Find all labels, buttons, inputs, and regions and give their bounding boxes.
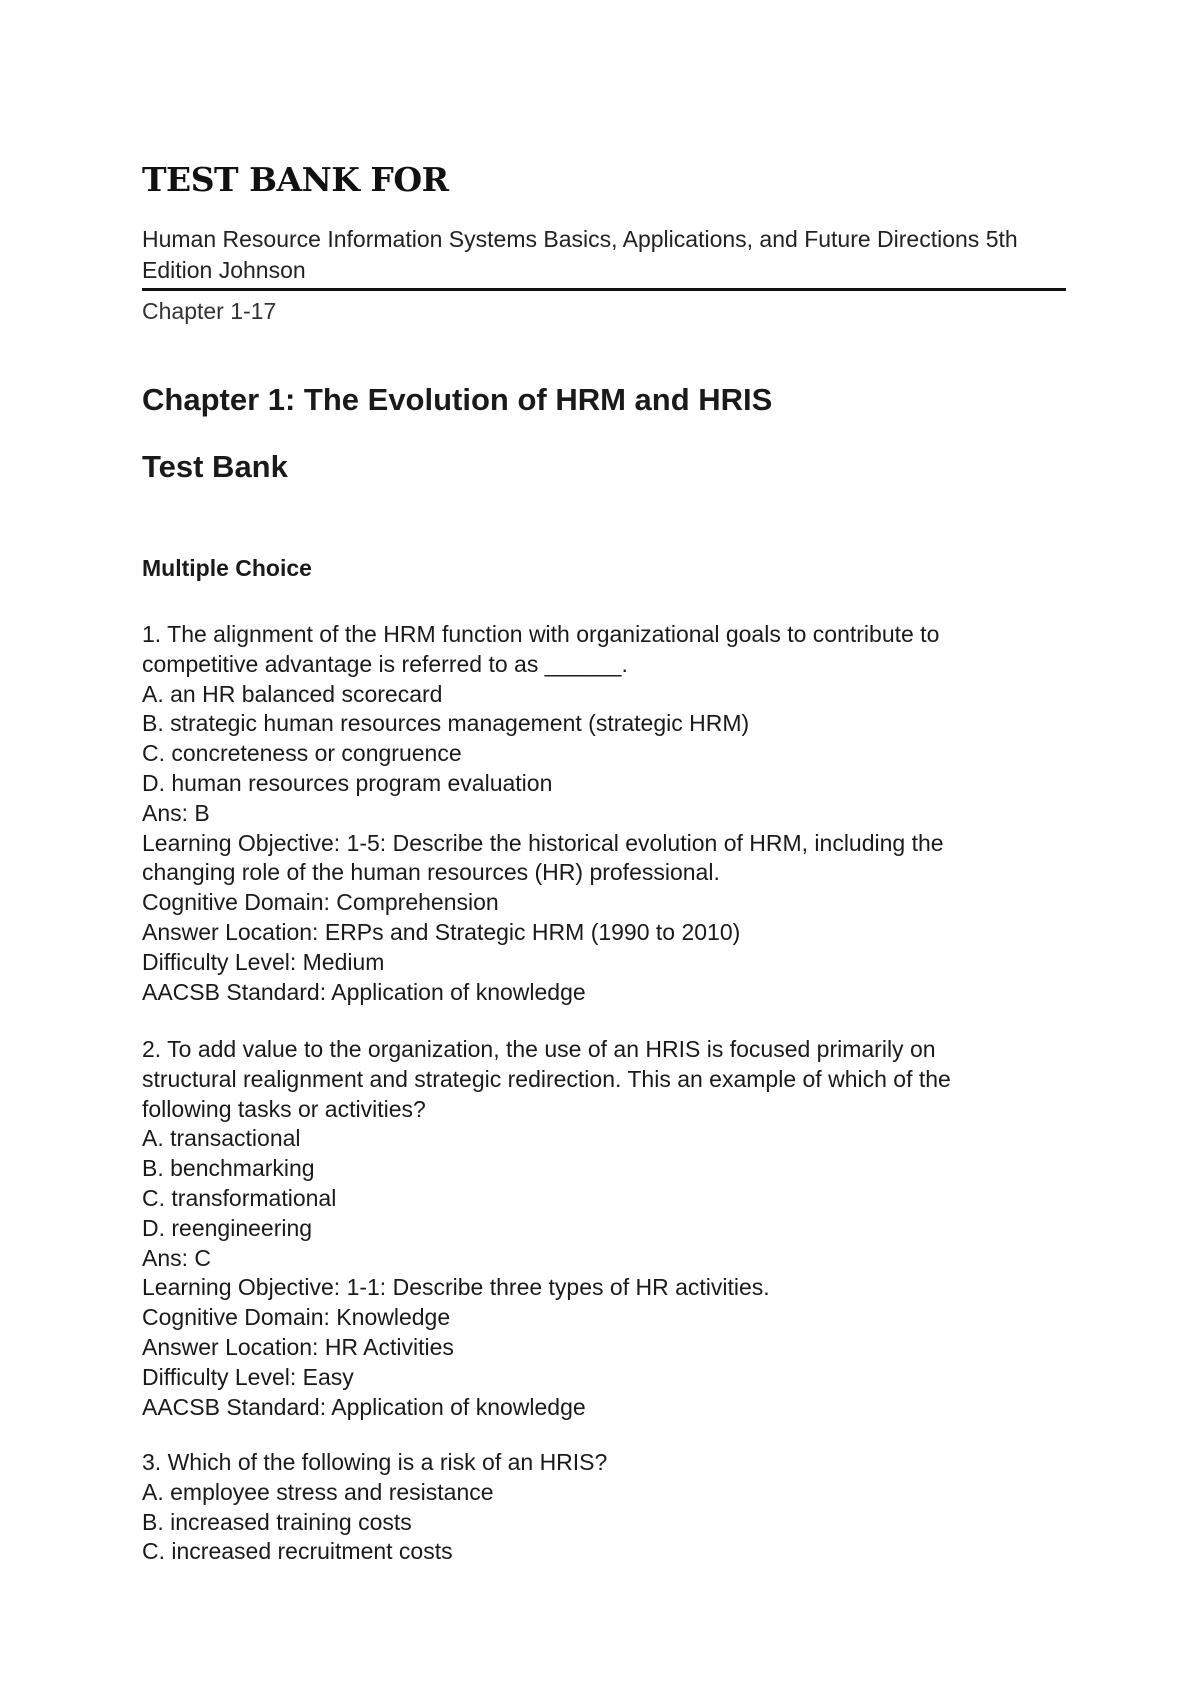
question-stem: 1. The alignment of the HRM function with organizational goals to contribute to competitive advantage is referred to as ______. bbox=[142, 621, 940, 677]
answer: Ans: C bbox=[142, 1244, 212, 1271]
option-c: C. transformational bbox=[142, 1184, 337, 1211]
aacsb-standard: AACSB Standard: Application of knowledge bbox=[142, 1393, 586, 1420]
cognitive-domain: Cognitive Domain: Knowledge bbox=[142, 1304, 451, 1331]
option-b: B. strategic human resources management (strategic HRM) bbox=[142, 710, 750, 737]
question-stem: 2. To add value to the organization, the use of an HRIS is focused primarily on structural realignment and strategic redirection. This an example of which of the following tasks or activities? bbox=[142, 1036, 951, 1122]
learning-objective: Learning Objective: 1-1: Describe three types of HR activities. bbox=[142, 1274, 770, 1301]
question-3 bbox=[142, 1448, 1066, 1567]
option-c: C. increased recruitment costs bbox=[142, 1538, 453, 1565]
option-b: B. benchmarking bbox=[142, 1155, 315, 1182]
chapter-heading: Chapter 1: The Evolution of HRM and HRIS bbox=[142, 382, 773, 417]
difficulty-level: Difficulty Level: Easy bbox=[142, 1363, 354, 1390]
option-a: A. an HR balanced scorecard bbox=[142, 680, 443, 707]
book-title: Human Resource Information Systems Basics, Applications, and Future Directions 5th Edition Johnson bbox=[142, 226, 1018, 283]
answer-location: Answer Location: HR Activities bbox=[142, 1333, 454, 1360]
cognitive-domain: Cognitive Domain: Comprehension bbox=[142, 889, 499, 916]
option-d: D. human resources program evaluation bbox=[142, 769, 553, 796]
option-a: A. employee stress and resistance bbox=[142, 1478, 494, 1505]
answer-location: Answer Location: ERPs and Strategic HRM (1990 to 2010) bbox=[142, 918, 741, 945]
title-divider bbox=[142, 288, 1066, 291]
aacsb-standard: AACSB Standard: Application of knowledge bbox=[142, 978, 586, 1005]
section-heading: Test Bank bbox=[142, 449, 288, 484]
option-c: C. concreteness or congruence bbox=[142, 740, 462, 767]
question-1 bbox=[142, 620, 1066, 1007]
question-stem: 3. Which of the following is a risk of an HRIS? bbox=[142, 1449, 608, 1475]
document-title: TEST BANK FOR bbox=[142, 160, 449, 199]
difficulty-level: Difficulty Level: Medium bbox=[142, 948, 385, 975]
learning-objective: Learning Objective: 1-5: Describe the historical evolution of HRM, including the changing role of the human resources (HR) professional. bbox=[142, 829, 944, 886]
question-type-heading: Multiple Choice bbox=[142, 555, 312, 581]
question-2 bbox=[142, 1035, 1066, 1422]
option-d: D. reengineering bbox=[142, 1214, 313, 1241]
chapter-range: Chapter 1-17 bbox=[142, 298, 277, 324]
option-a: A. transactional bbox=[142, 1125, 301, 1152]
option-b: B. increased training costs bbox=[142, 1508, 412, 1535]
answer: Ans: B bbox=[142, 799, 210, 826]
